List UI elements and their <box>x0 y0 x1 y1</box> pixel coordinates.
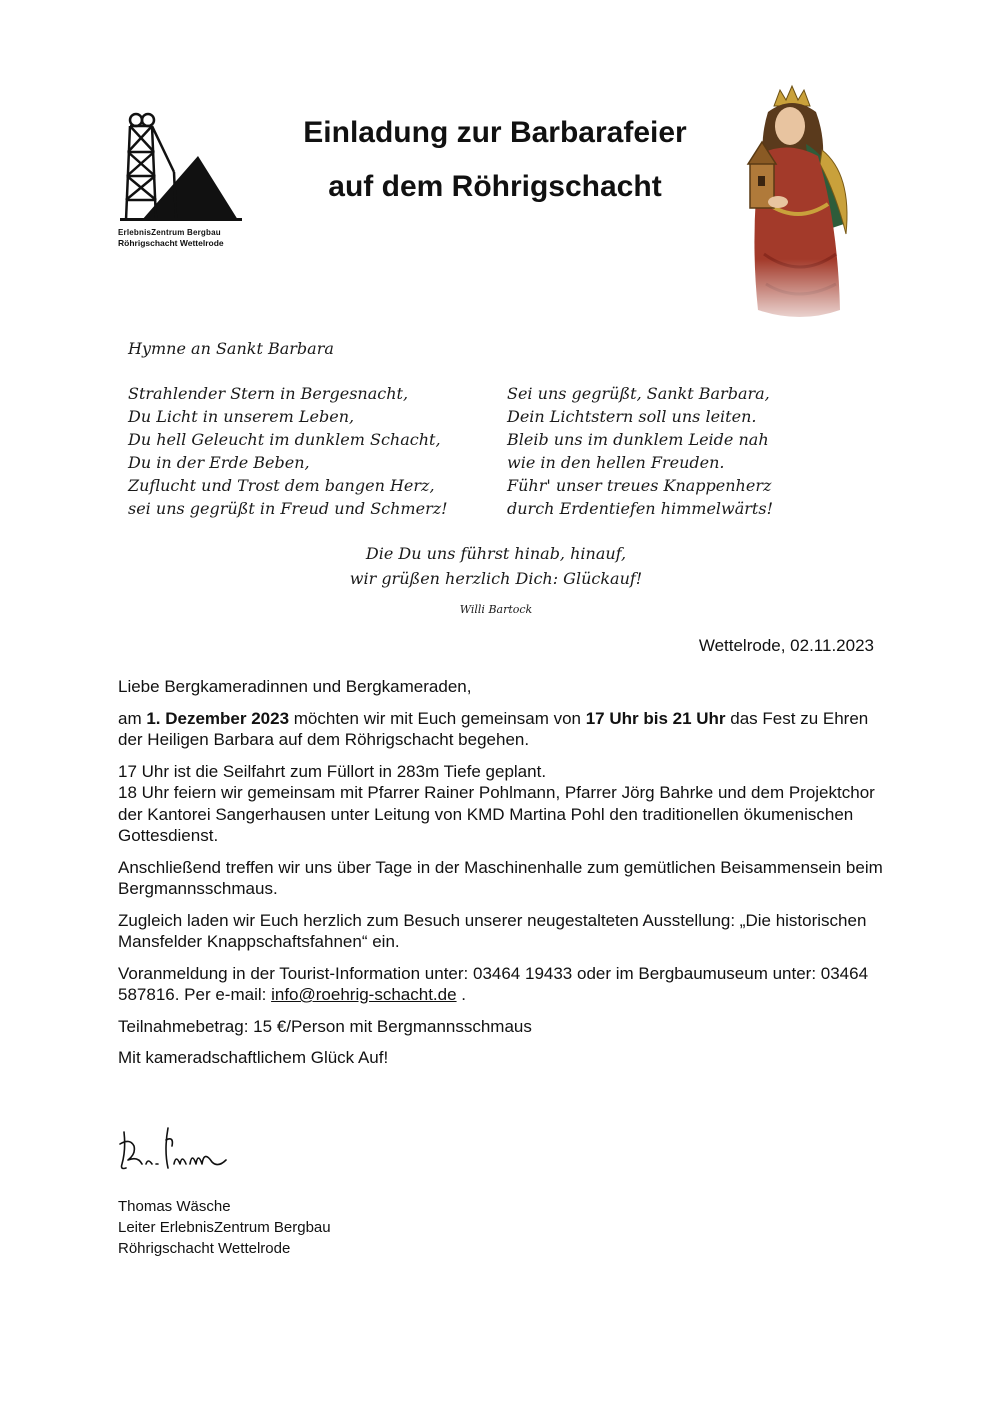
signature-block <box>118 1196 331 1259</box>
refrain-line: wir grüßen herzlich Dich: Glückauf! <box>349 569 643 588</box>
logo-text-place: Röhrigschacht Wettelrode <box>118 238 224 248</box>
closing: Mit kameradschaftlichem Glück Auf! <box>118 1048 389 1067</box>
hymn-line: Sei uns gegrüßt, Sankt Barbara, <box>507 384 770 403</box>
hymn-refrain <box>0 541 992 591</box>
paragraph-gathering: Anschließend treffen wir uns über Tage in der Maschinenhalle zum gemütlichen Beisammensein beim Bergmannsschmaus. <box>118 857 883 898</box>
mine-headframe-logo-icon <box>112 112 242 228</box>
signer-name: Thomas Wäsche <box>118 1198 231 1215</box>
event-time: 17 Uhr bis 21 Uhr <box>585 708 726 728</box>
paragraph-registration: Voranmeldung in der Tourist-Information unter: 03464 19433 oder im Bergbaumuseum unter: 03464 587816. Per e-mail: info@roehrig-schacht.de . <box>118 963 869 1004</box>
hymn-line: Führ' unser treues Knappenherz <box>507 476 772 495</box>
page-title-line1: Einladung zur Barbarafeier <box>303 116 687 149</box>
logo <box>112 112 242 252</box>
saint-barbara-statue-image <box>728 84 868 334</box>
hymn-author: Willi Bartock <box>459 603 533 616</box>
hymn-line: durch Erdentiefen himmelwärts! <box>507 499 773 518</box>
paragraph-schedule: 17 Uhr ist die Seilfahrt zum Füllort in 283m Tiefe geplant. 18 Uhr feiern wir gemeinsam mit Pfarrer Rainer Pohlmann, Pfarrer Jörg Bahrke und dem Projektchor der Kantorei Sangerhausen unter Leitung von KMD Martina Pohl den traditionellen ökumenischen Gottesdienst. <box>118 761 875 845</box>
hymn-line: Strahlender Stern in Bergesnacht, <box>128 384 409 403</box>
hymn-line: Dein Lichtstern soll uns leiten. <box>507 407 757 426</box>
paragraph-fee: Teilnahmebetrag: 15 €/Person mit Bergmannsschmaus <box>118 1016 532 1036</box>
hymn-title: Hymne an Sankt Barbara <box>128 339 334 358</box>
handwritten-signature <box>116 1120 256 1185</box>
letter-body <box>118 676 888 1079</box>
hymn-line: sei uns gegrüßt in Freud und Schmerz! <box>128 499 448 518</box>
salutation: Liebe Bergkameradinnen und Bergkameraden, <box>118 677 472 696</box>
hymn-line: wie in den hellen Freuden. <box>507 453 725 472</box>
paragraph-event: am 1. Dezember 2023 möchten wir mit Euch gemeinsam von 17 Uhr bis 21 Uhr das Fest zu Ehren der Heiligen Barbara auf dem Röhrigschacht begehen. <box>118 708 869 749</box>
logo-text-org: ErlebnisZentrum Bergbau <box>118 228 221 237</box>
hymn-stanza-left <box>128 382 448 520</box>
page-title-line2: auf dem Röhrigschacht <box>328 170 662 203</box>
hymn-stanza-right <box>507 382 773 520</box>
hymn-line: Zuflucht und Trost dem bangen Herz, <box>128 476 435 495</box>
hymn-line: Du in der Erde Beben, <box>128 453 310 472</box>
paragraph-exhibition: Zugleich laden wir Euch herzlich zum Besuch unserer neugestalteten Ausstellung: „Die historischen Mansfelder Knappschaftsfahnen“ ein. <box>118 910 867 951</box>
hymn-line: Du hell Geleucht im dunklem Schacht, <box>128 430 441 449</box>
place-date: Wettelrode, 02.11.2023 <box>698 636 874 655</box>
event-date: 1. Dezember 2023 <box>146 708 290 728</box>
hymn-line: Du Licht in unserem Leben, <box>128 407 355 426</box>
signer-org: Röhrigschacht Wettelrode <box>118 1240 291 1257</box>
signer-role: Leiter ErlebnisZentrum Bergbau <box>118 1219 331 1236</box>
hymn-line: Bleib uns im dunklem Leide nah <box>507 430 769 449</box>
refrain-line: Die Du uns führst hinab, hinauf, <box>365 544 627 563</box>
email-link[interactable]: info@roehrig-schacht.de <box>271 985 457 1004</box>
